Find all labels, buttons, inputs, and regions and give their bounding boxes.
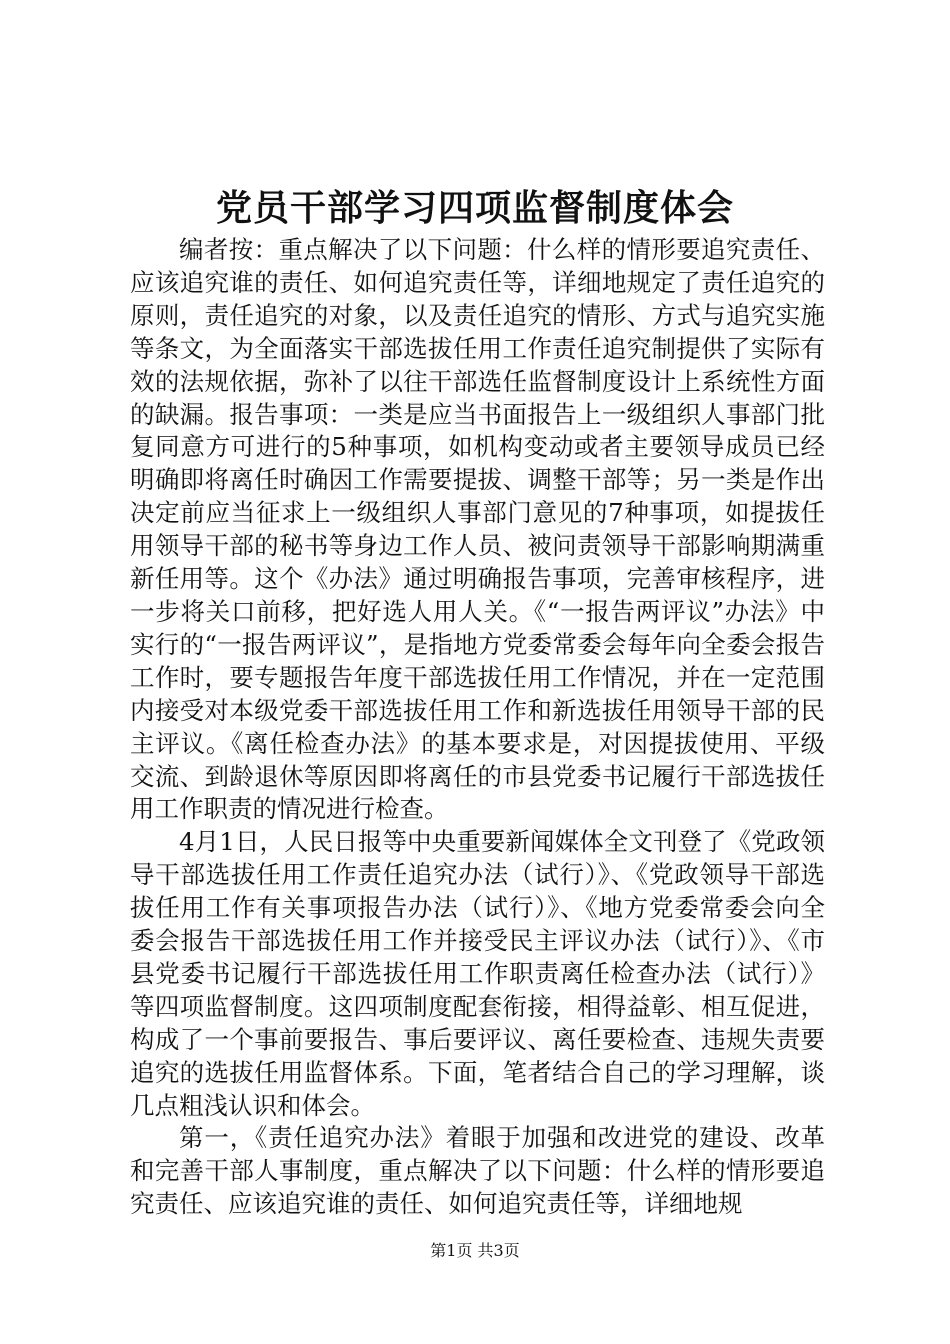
document-body (130, 234, 825, 1221)
paragraph-first-point: 第一，《责任追究办法》着眼于加强和改进党的建设、改革和完善干部人事制度，重点解决了以下问题：什么样的情形要追究责任、应该追究谁的责任、如何追究责任等，详细地规 (130, 1123, 825, 1219)
page-number-footer: 第1页 共3页 (430, 1241, 520, 1260)
document-title: 党员干部学习四项监督制度体会 (215, 187, 734, 229)
paragraph-editor-note: 编者按：重点解决了以下问题：什么样的情形要追究责任、应该追究谁的责任、如何追究责任等，详细地规定了责任追究的原则，责任追究的对象，以及责任追究的情形、方式与追究实施等条文，为全面落实干部选拔任用工作责任追究制提供了实际有效的法规依据，弥补了以往干部选任监督制度设计上系统性方面的缺漏。报告事项：一类是应当书面报告上一级组织人事部门批复同意方可进行的5种事项，如机构变动或者主要领导成员已经明确即将离任时确因工作需要提拔、调整干部等；另一类是作出决定前应当征求上一级组织人事部门意见的7种事项，如提拔任用领导干部的秘书等身边工作人员、被问责领导干部影响期满重新任用等。这个《办法》通过明确报告事项，完善审核程序，进一步将关口前移，把好选人用人关。《“一报告两评议”办法》中实行的“一报告两评议”，是指地方党委常委会每年向全委会报告工作时，要专题报告年度干部选拔任用工作情况，并在一定范围内接受对本级党委干部选拔任用工作和新选拔任用领导干部的民主评议。《离任检查办法》的基本要求是，对因提拔使用、平级交流、到龄退休等原因即将离任的市县党委书记履行干部选拔任用工作职责的情况进行检查。 (130, 235, 825, 824)
paragraph-april-first: 4月1日，人民日报等中央重要新闻媒体全文刊登了《党政领导干部选拔任用工作责任追究办法（试行）》、《党政领导干部选拔任用工作有关事项报告办法（试行）》、《地方党委常委会向全委会报告干部选拔任用工作并接受民主评议办法（试行）》、《市县党委书记履行干部选拔任用工作职责离任检查办法（试行）》等四项监督制度。这四项制度配套衔接，相得益彰、相互促进，构成了一个事前要报告、事后要评议、离任要检查、违规失责要追究的选拔任用监督体系。下面，笔者结合自己的学习理解，谈几点粗浅认识和体会。 (130, 827, 825, 1120)
